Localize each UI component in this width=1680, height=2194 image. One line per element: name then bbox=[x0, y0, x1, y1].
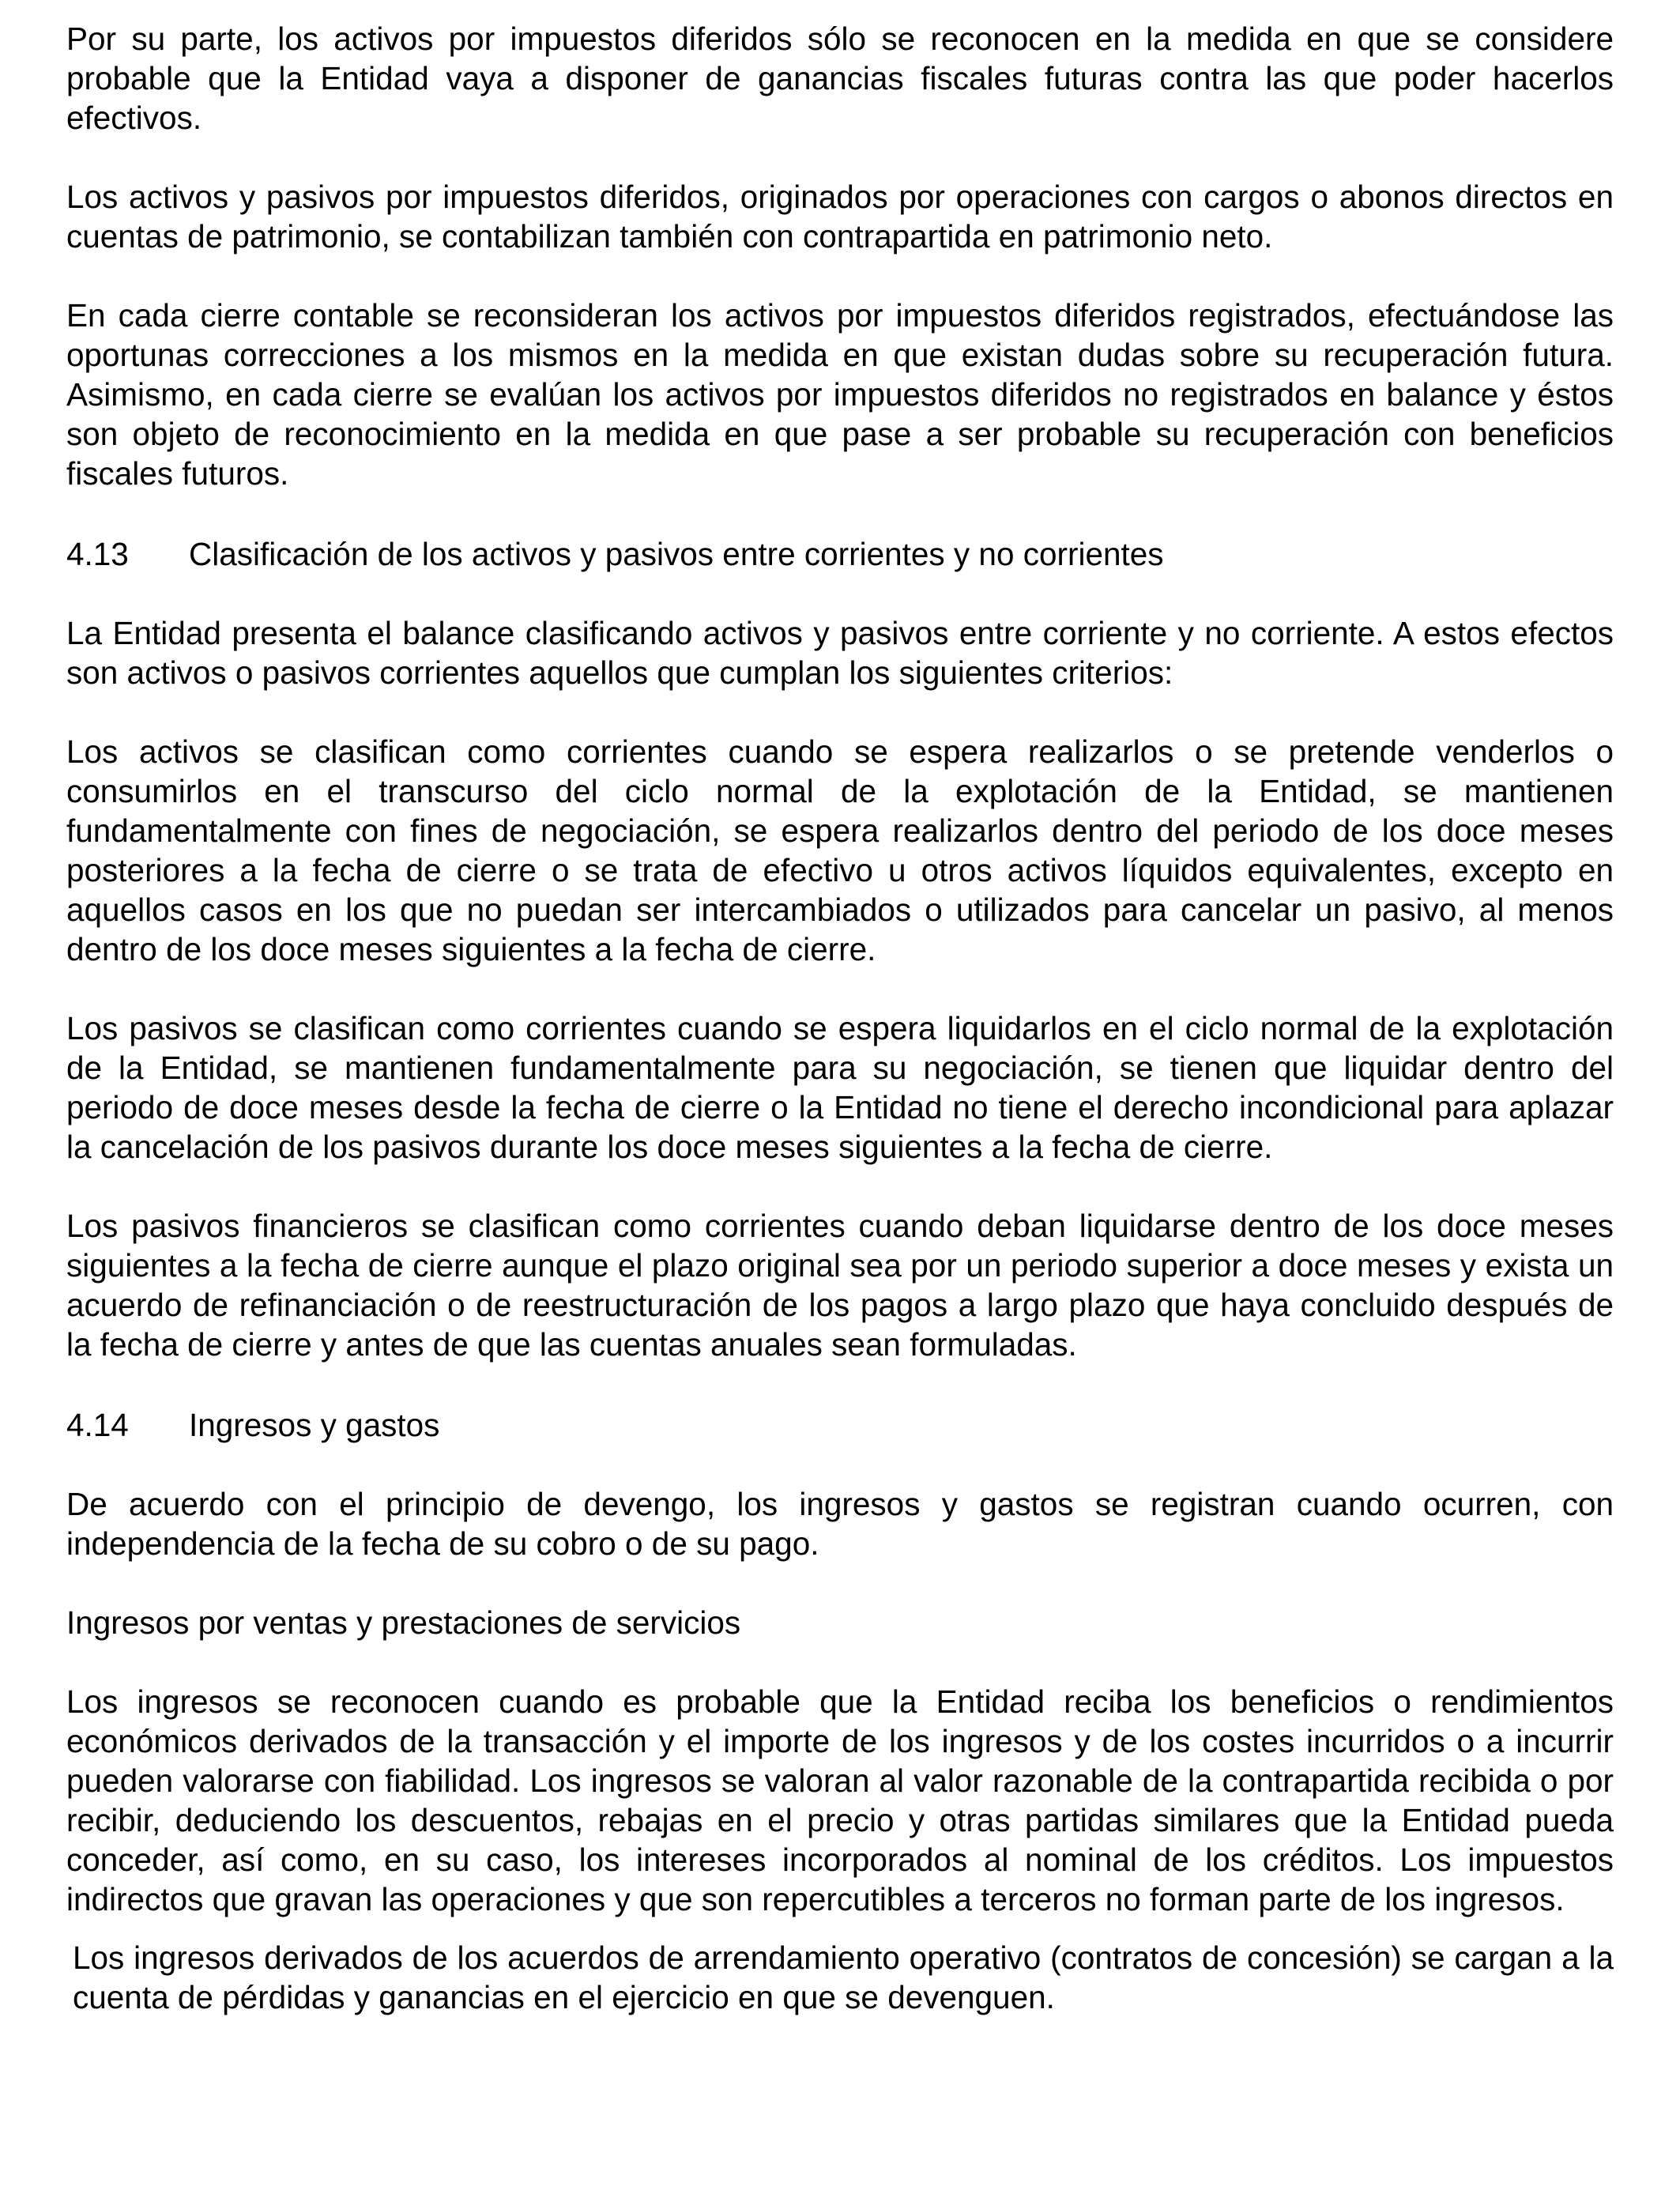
subheading-sales-revenue: Ingresos por ventas y prestaciones de servicios bbox=[66, 1604, 741, 1641]
paragraph-current-assets: Los activos se clasifican como corrientes cuando se espera realizarlos o se pretende venderlos o consumirlos en el transcurso del ciclo normal de la explotación de la Entidad, se mantienen fundamentalmente con fines de negociación, se espera realizarlos dentro del periodo de los doce meses posteriores a la fecha de cierre o se trata de efectivo u otros activos líquidos equivalentes, excepto en aquellos casos en los que no puedan ser intercambiados o utilizados para cancelar un pasivo, al menos dentro de los doce meses siguientes a la fecha de cierre. bbox=[66, 733, 1614, 967]
paragraph-current-liabilities: Los pasivos se clasifican como corrientes cuando se espera liquidarlos en el ciclo normal de la explotación de la Entidad, se mantienen fundamentalmente para su negociación, se tienen que liquidar dentro del periodo de doce meses desde la fecha de cierre o la Entidad no tiene el derecho incondicional para aplazar la cancelación de los pasivos durante los doce meses siguientes a la fecha de cierre. bbox=[66, 1010, 1614, 1165]
section-heading-4-13 bbox=[66, 534, 1614, 574]
section-number: 4.14 bbox=[66, 1407, 129, 1443]
paragraph-financial-liabilities: Los pasivos financieros se clasifican como corrientes cuando deban liquidarse dentro de los doce meses siguientes a la fecha de cierre aunque el plazo original sea por un periodo superior a doce meses y exista un acuerdo de refinanciación o de reestructuración de los pagos a largo plazo que haya concluido después de la fecha de cierre y antes de que las cuentas anuales sean formuladas. bbox=[66, 1208, 1614, 1363]
paragraph-deferred-tax-assets: Por su parte, los activos por impuestos diferidos sólo se reconocen en la medida en que se considere probable que la Entidad vaya a disponer de ganancias fiscales futuras contra las que poder hacerlos efectivos. bbox=[66, 21, 1614, 136]
section-title: Ingresos y gastos bbox=[189, 1407, 440, 1443]
section-heading-4-14 bbox=[66, 1405, 1614, 1445]
document-page bbox=[66, 19, 1614, 2017]
section-number: 4.13 bbox=[66, 536, 129, 572]
paragraph-deferred-tax-equity: Los activos y pasivos por impuestos diferidos, originados por operaciones con cargos o abonos directos en cuentas de patrimonio, se contabilizan también con contrapartida en patrimonio neto. bbox=[66, 179, 1614, 254]
paragraph-deferred-tax-review: En cada cierre contable se reconsideran los activos por impuestos diferidos registrados, efectuándose las oportunas correcciones a los mismos en la medida en que existan dudas sobre su recuperación futura. Asimismo, en cada cierre se evalúan los activos por impuestos diferidos no registrados en balance y éstos son objeto de reconocimiento en la medida en que pase a ser probable su recuperación con beneficios fiscales futuros. bbox=[66, 297, 1614, 492]
paragraph-classification-intro: La Entidad presenta el balance clasificando activos y pasivos entre corriente y no corriente. A estos efectos son activos o pasivos corrientes aquellos que cumplan los siguientes criterios: bbox=[66, 615, 1614, 691]
paragraph-revenue-recognition: Los ingresos se reconocen cuando es probable que la Entidad reciba los beneficios o rendimientos económicos derivados de la transacción y el importe de los ingresos y de los costes incurridos o a incurrir pueden valorarse con fiabilidad. Los ingresos se valoran al valor razonable de la contrapartida recibida o por recibir, deduciendo los descuentos, rebajas en el precio y otras partidas similares que la Entidad pueda conceder, así como, en su caso, los intereses incorporados al nominal de los créditos. Los impuestos indirectos que gravan las operaciones y que son repercutibles a terceros no forman parte de los ingresos. bbox=[66, 1683, 1614, 1917]
paragraph-operating-leases: Los ingresos derivados de los acuerdos de arrendamiento operativo (contratos de concesión) se cargan a la cuenta de pérdidas y ganancias en el ejercicio en que se devenguen. bbox=[73, 1940, 1614, 2015]
section-title: Clasificación de los activos y pasivos entre corrientes y no corrientes bbox=[189, 536, 1164, 572]
paragraph-accrual-principle: De acuerdo con el principio de devengo, los ingresos y gastos se registran cuando ocurren, con independencia de la fecha de su cobro o de su pago. bbox=[66, 1486, 1614, 1562]
